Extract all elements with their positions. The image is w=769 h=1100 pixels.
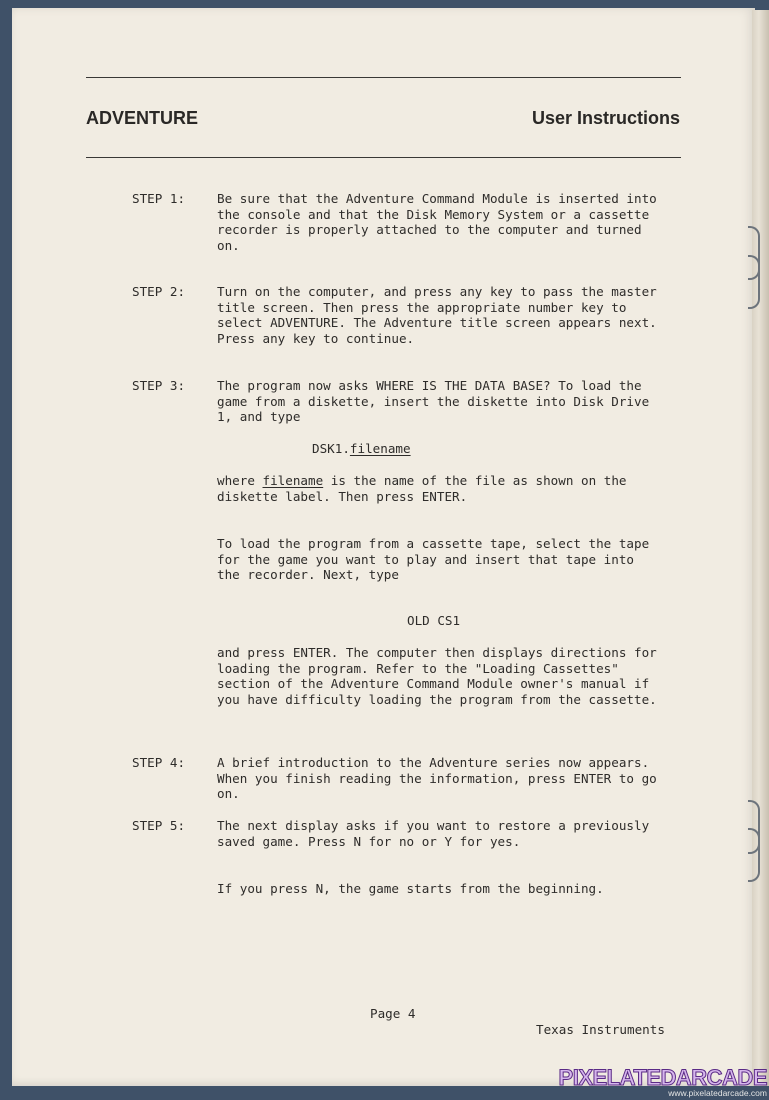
where-rest: is the name of the file as shown on the diskette label. Then press ENTER. <box>217 473 627 504</box>
watermark <box>559 1065 767 1098</box>
step-4-text: A brief introduction to the Adventure series now appears. When you finish reading the information, press ENTER to go on. <box>217 755 657 802</box>
page-number: Page 4 <box>370 1006 416 1021</box>
company-name: Texas Instruments <box>536 1022 665 1037</box>
step-2-label: STEP 2: <box>132 284 186 299</box>
step-3-text: The program now asks WHERE IS THE DATA BASE? To load the game from a diskette, insert the diskette into Disk Drive 1, and type <box>217 378 650 425</box>
step-2-text: Turn on the computer, and press any key to pass the master title screen. Then press the appropriate number key to select ADVENTURE. The Adventure title screen appears next. Press any key to continue. <box>217 284 657 347</box>
where-filename: filename <box>262 473 324 488</box>
step-5-label: STEP 5: <box>132 818 186 833</box>
binding-clip-top-lower <box>748 255 760 309</box>
cassette-instructions: To load the program from a cassette tape, select the tape for the game you want to play and insert that tape into the recorder. Next, type <box>217 536 650 583</box>
disk-command-prefix: DSK1. <box>312 441 350 456</box>
header-bottom-rule <box>86 157 681 158</box>
header-title: ADVENTURE <box>86 108 199 128</box>
page-edge <box>752 10 769 1086</box>
step-4-label: STEP 4: <box>132 755 186 770</box>
loading-directions: and press ENTER. The computer then displays directions for loading the program. Refer to the "Loading Cassettes" section of the Adventure Command Module owner's manual if you have difficulty loading the program from the cassette. <box>217 645 657 708</box>
header-top-rule <box>86 77 681 78</box>
where-word: where <box>217 473 255 488</box>
binding-clip-bottom-lower <box>748 828 760 882</box>
filename-explanation <box>217 473 657 504</box>
step-1-label: STEP 1: <box>132 191 186 206</box>
watermark-url: www.pixelatedarcade.com <box>668 1088 767 1098</box>
step-3-label: STEP 3: <box>132 378 186 393</box>
step-5-text: The next display asks if you want to restore a previously saved game. Press N for no or Y for yes. <box>217 818 650 849</box>
step-5-note: If you press N, the game starts from the beginning. <box>217 881 604 896</box>
watermark-title: PIXELATEDARCADE <box>558 1065 767 1090</box>
header-section: User Instructions <box>531 108 680 128</box>
step-1-text: Be sure that the Adventure Command Module is inserted into the console and that the Disk Memory System or a cassette recorder is properly attached to the computer and turned on. <box>217 191 657 254</box>
cassette-command: OLD CS1 <box>407 613 461 628</box>
disk-command-filename: filename <box>349 441 411 456</box>
disk-command <box>312 441 411 456</box>
